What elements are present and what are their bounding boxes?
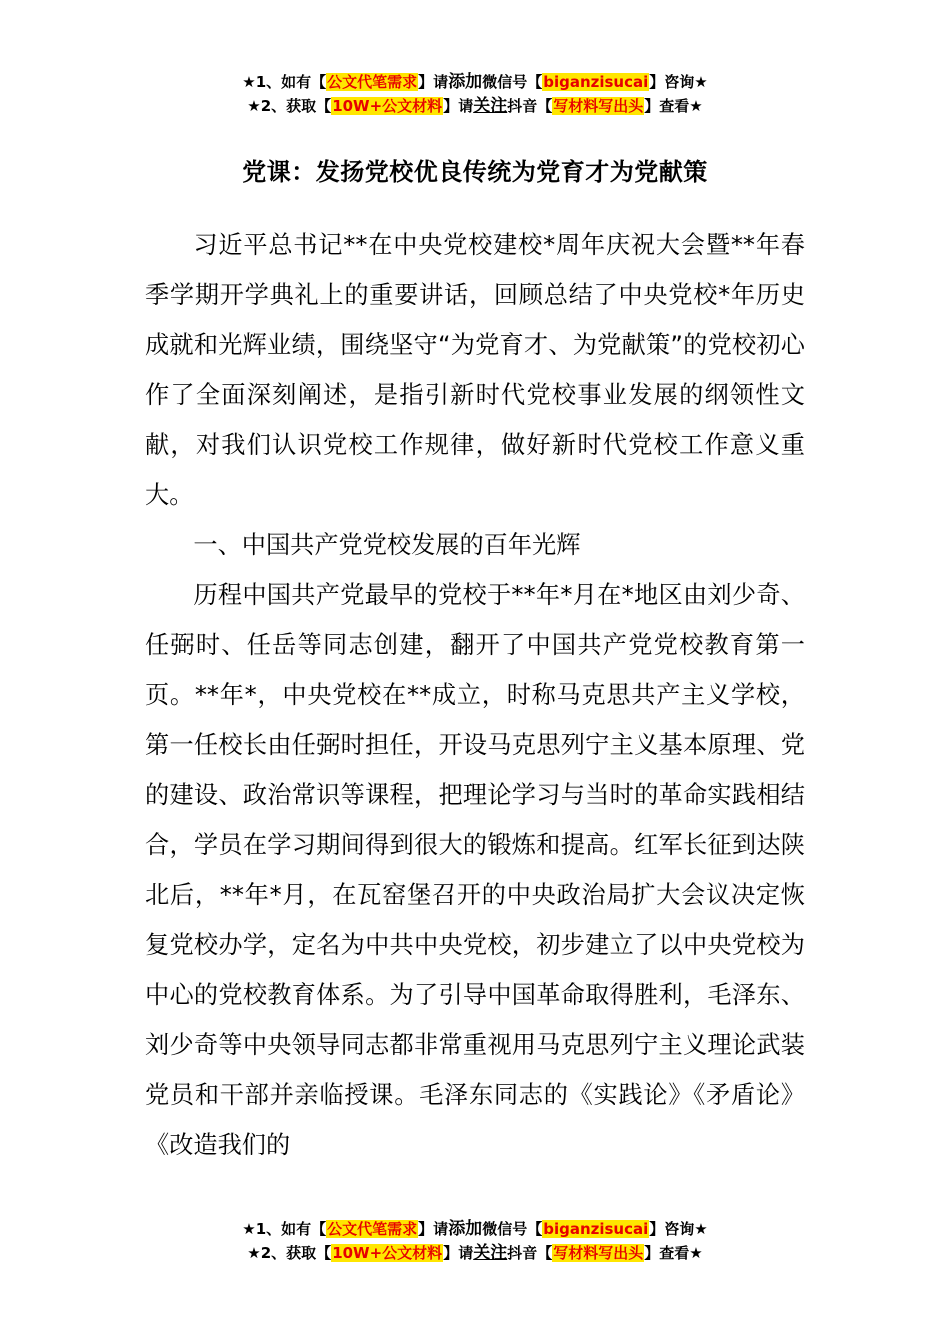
promo-text: 】咨询★ <box>649 1220 708 1238</box>
promo-text: 抖音【 <box>507 1244 553 1262</box>
promo-text: 】请 <box>443 97 474 115</box>
promo-wechat-id: biganzisucai <box>543 73 649 91</box>
promo-text: 】请 <box>418 73 449 91</box>
promo-text: 】查看★ <box>644 1244 703 1262</box>
promo-highlight: 公文代笔需求 <box>327 1220 418 1238</box>
promo-line-2 <box>0 94 950 118</box>
promo-banner-bottom <box>0 1217 950 1265</box>
promo-emphasis: 关注 <box>473 1243 508 1263</box>
promo-banner-top <box>0 70 950 118</box>
promo-line-2 <box>0 1241 950 1265</box>
promo-emphasis: 关注 <box>473 96 508 116</box>
promo-highlight: 公文代笔需求 <box>327 73 418 91</box>
promo-text: ★2、获取【 <box>247 97 332 115</box>
promo-text: 微信号【 <box>482 1220 543 1238</box>
promo-text: 】请 <box>418 1220 449 1238</box>
promo-wechat-id: biganzisucai <box>543 1220 649 1238</box>
promo-text: 】咨询★ <box>649 73 708 91</box>
promo-line-1 <box>0 1217 950 1241</box>
promo-text: ★2、获取【 <box>247 1244 332 1262</box>
promo-emphasis: 添加 <box>448 72 483 92</box>
document-title: 党课：发扬党校优良传统为党育才为党献策 <box>242 158 708 186</box>
section-heading: 一、中国共产党党校发展的百年光辉 <box>193 531 581 559</box>
promo-highlight: 10W+公文材料 <box>332 1244 443 1262</box>
promo-text: 】查看★ <box>644 97 703 115</box>
promo-douyin-name: 写材料写出头 <box>553 1244 644 1262</box>
promo-text: 微信号【 <box>482 73 543 91</box>
promo-highlight: 10W+公文材料 <box>332 97 443 115</box>
promo-text: 】请 <box>443 1244 474 1262</box>
promo-text: 抖音【 <box>507 97 553 115</box>
promo-line-1 <box>0 70 950 94</box>
promo-emphasis: 添加 <box>448 1219 483 1239</box>
promo-douyin-name: 写材料写出头 <box>553 97 644 115</box>
promo-text: ★1、如有【 <box>242 73 327 91</box>
promo-text: ★1、如有【 <box>242 1220 327 1238</box>
body-paragraph: 习近平总书记**在中央党校建校*周年庆祝大会暨**年春季学期开学典礼上的重要讲话，回顾总结了中央党校*年历史成就和光辉业绩，围绕坚守“为党育才、为党献策”的党校初心作了全面深刻阐述，是指引新时代党校事业发展的纲领性文献，对我们认识党校工作规律，做好新时代党校工作意义重大。 <box>145 231 805 509</box>
document-body <box>145 220 805 1170</box>
body-paragraph: 历程中国共产党最早的党校于**年*月在*地区由刘少奇、任弼时、任岳等同志创建，翻开了中国共产党党校教育第一页。**年*，中央党校在**成立，时称马克思共产主义学校，第一任校长由任弼时担任，开设马克思列宁主义基本原理、党的建设、政治常识等课程，把理论学习与当时的革命实践相结合，学员在学习期间得到很大的锻炼和提高。红军长征到达陕北后，**年*月，在瓦窑堡召开的中央政治局扩大会议决定恢复党校办学，定名为中共中央党校，初步建立了以中央党校为中心的党校教育体系。为了引导中国革命取得胜利，毛泽东、刘少奇等中央领导同志都非常重视用马克思列宁主义理论武装党员和干部并亲临授课。毛泽东同志的《实践论》《矛盾论》《改造我们的 <box>145 581 805 1159</box>
